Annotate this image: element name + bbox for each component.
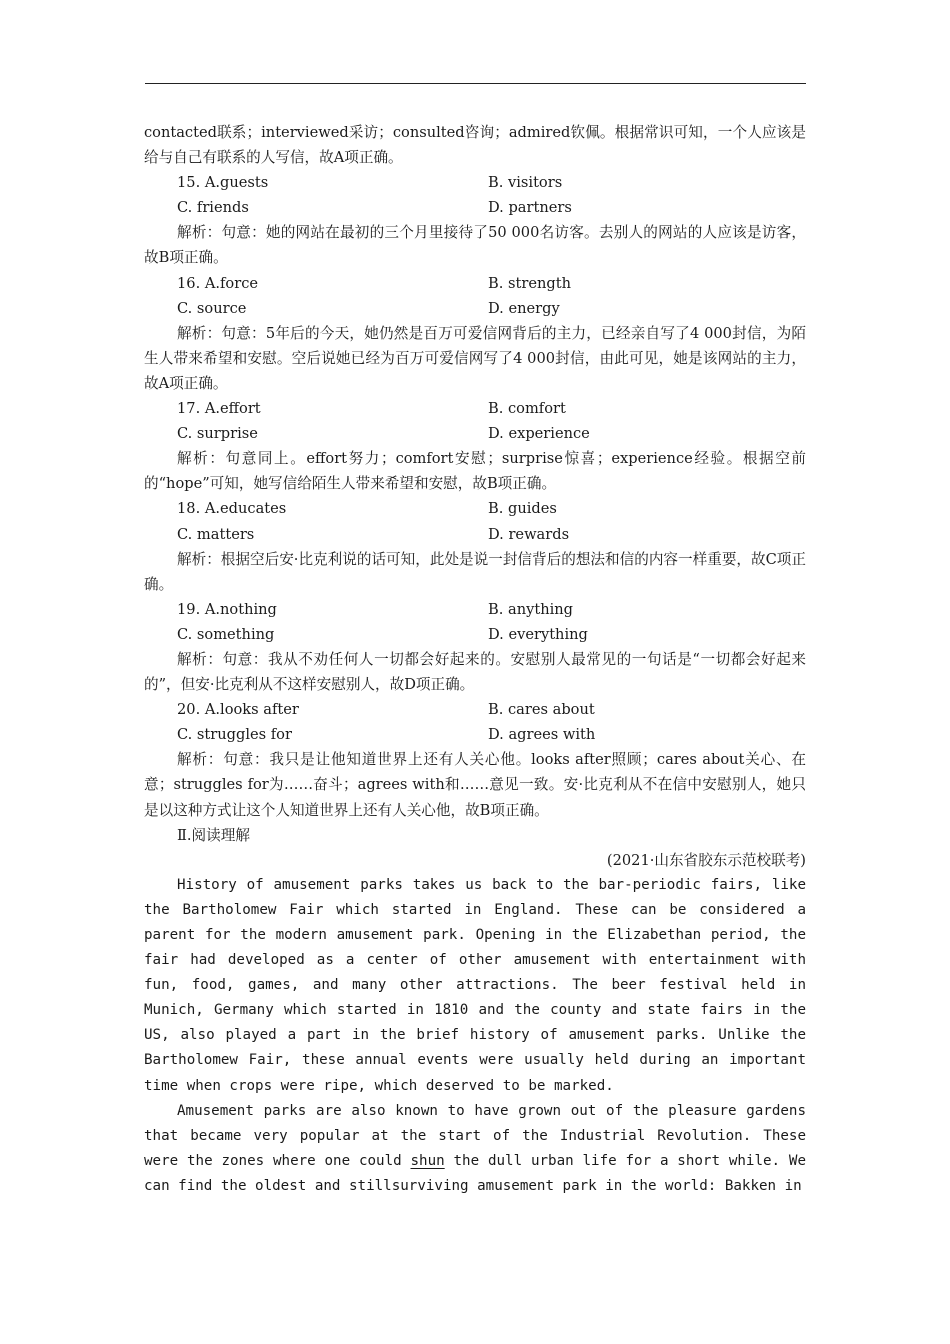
option-c: C. source: [177, 299, 247, 317]
section-title: Ⅱ.阅读理解: [177, 826, 250, 844]
option-d: D. partners: [488, 199, 572, 217]
options-row-1: [144, 396, 806, 421]
option-a: 17. A.effort: [177, 400, 261, 418]
option-c: C. matters: [177, 525, 255, 543]
option-d: D. everything: [488, 625, 588, 643]
options-row-1: [144, 170, 806, 195]
option-d: D. experience: [488, 425, 590, 443]
header-rule: [145, 83, 806, 84]
options-row-2: [144, 195, 806, 220]
option-b: B. anything: [488, 600, 574, 618]
option-a: 18. A.educates: [177, 500, 287, 518]
option-b: B. visitors: [488, 174, 563, 192]
option-c: C. surprise: [177, 425, 258, 443]
options-row-2: [144, 522, 806, 547]
option-a: 20. A.looks after: [177, 701, 299, 719]
question-16: [144, 271, 806, 396]
option-a: 19. A.nothing: [177, 600, 277, 618]
option-d: D. rewards: [488, 525, 570, 543]
analysis: 解析：句意：5年后的今天，她仍然是百万可爱信网背后的主力，已经亲自写了4 000封信，为陌生人带来希望和安慰。空后说她已经为百万可爱信网写了4 000封信，由此可见，她是该网站的主力，故A项正确。: [144, 324, 806, 392]
option-d: D. energy: [488, 299, 560, 317]
options-row-2: [144, 421, 806, 446]
option-c: C. something: [177, 625, 275, 643]
question-15: [144, 170, 806, 270]
question-19: [144, 597, 806, 697]
analysis: 解析：根据空后安·比克利说的话可知，此处是说一封信背后的想法和信的内容一样重要，故C项正确。: [144, 550, 806, 593]
options-row-1: [144, 697, 806, 722]
option-c: C. friends: [177, 199, 249, 217]
options-row-1: [144, 597, 806, 622]
analysis: 解析：句意同上。effort努力；comfort安慰；surprise惊喜；experience经验。根据空前的“hope”可知，她写信给陌生人带来希望和安慰，故B项正确。: [144, 450, 806, 493]
passage-paragraph-2: [144, 1099, 806, 1199]
option-a: 15. A.guests: [177, 174, 269, 192]
option-b: B. guides: [488, 500, 557, 518]
page-content: [144, 120, 806, 1199]
option-d: D. agrees with: [488, 726, 596, 744]
options-row-2: [144, 622, 806, 647]
question-17: [144, 396, 806, 496]
options-row-1: [144, 496, 806, 521]
option-b: B. strength: [488, 274, 571, 292]
passage-text: the dull urban life for a short while. We can find the oldest and stillsurviving amusement park in the world: Bakken in: [144, 1152, 807, 1194]
passage-text: Amusement parks are also known to have grown out of the pleasure gardens that became very popular at the start of the Industrial Revolution. These were the zones where one could: [144, 1102, 806, 1169]
options-row-2: [144, 296, 806, 321]
option-c: C. struggles for: [177, 726, 292, 744]
analysis: 解析：句意：她的网站在最初的三个月里接待了50 000名访客。去别人的网站的人应该是访客，故B项正确。: [144, 224, 806, 267]
options-row-2: [144, 722, 806, 747]
option-a: 16. A.force: [177, 274, 258, 292]
question-20: [144, 697, 806, 822]
source-citation: (2021·山东省胶东示范校联考): [606, 851, 806, 869]
options-row-1: [144, 271, 806, 296]
passage-paragraph-1: History of amusement parks takes us back to the bar-periodic fairs, like the Bartholomew Fair which started in England. These can be considered a parent for the modern amusement park. Opening in the Elizabethan period, the fair had developed as a center of other amusement with entertainment with fun, food, games, and many other attractions. The beer festival held in Munich, Germany which started in 1810 and the county and state fairs in the US, also played a part in the brief history of amusement parks. Unlike the Bartholomew Fair, these annual events were usually held during an important time when crops were ripe, which deserved to be marked.: [144, 876, 806, 1094]
option-b: B. comfort: [488, 400, 566, 418]
analysis: 解析：句意：我只是让他知道世界上还有人关心他。looks after照顾；cares about关心、在意；struggles for为……奋斗；agrees with和……意见一致。安·比克利从不在信中安慰别人，她只是以这种方式让这个人知道世界上还有人关心他，故B项正确。: [144, 751, 806, 819]
question-18: [144, 496, 806, 596]
option-b: B. cares about: [488, 701, 595, 719]
analysis-14-tail: contacted联系；interviewed采访；consulted咨询；admired钦佩。根据常识可知，一个人应该是给与自己有联系的人写信，故A项正确。: [144, 124, 806, 167]
analysis: 解析：句意：我从不劝任何人一切都会好起来的。安慰别人最常见的一句话是“一切都会好起来的”，但安·比克利从不这样安慰别人，故D项正确。: [144, 650, 806, 694]
underlined-word: shun: [410, 1152, 445, 1169]
